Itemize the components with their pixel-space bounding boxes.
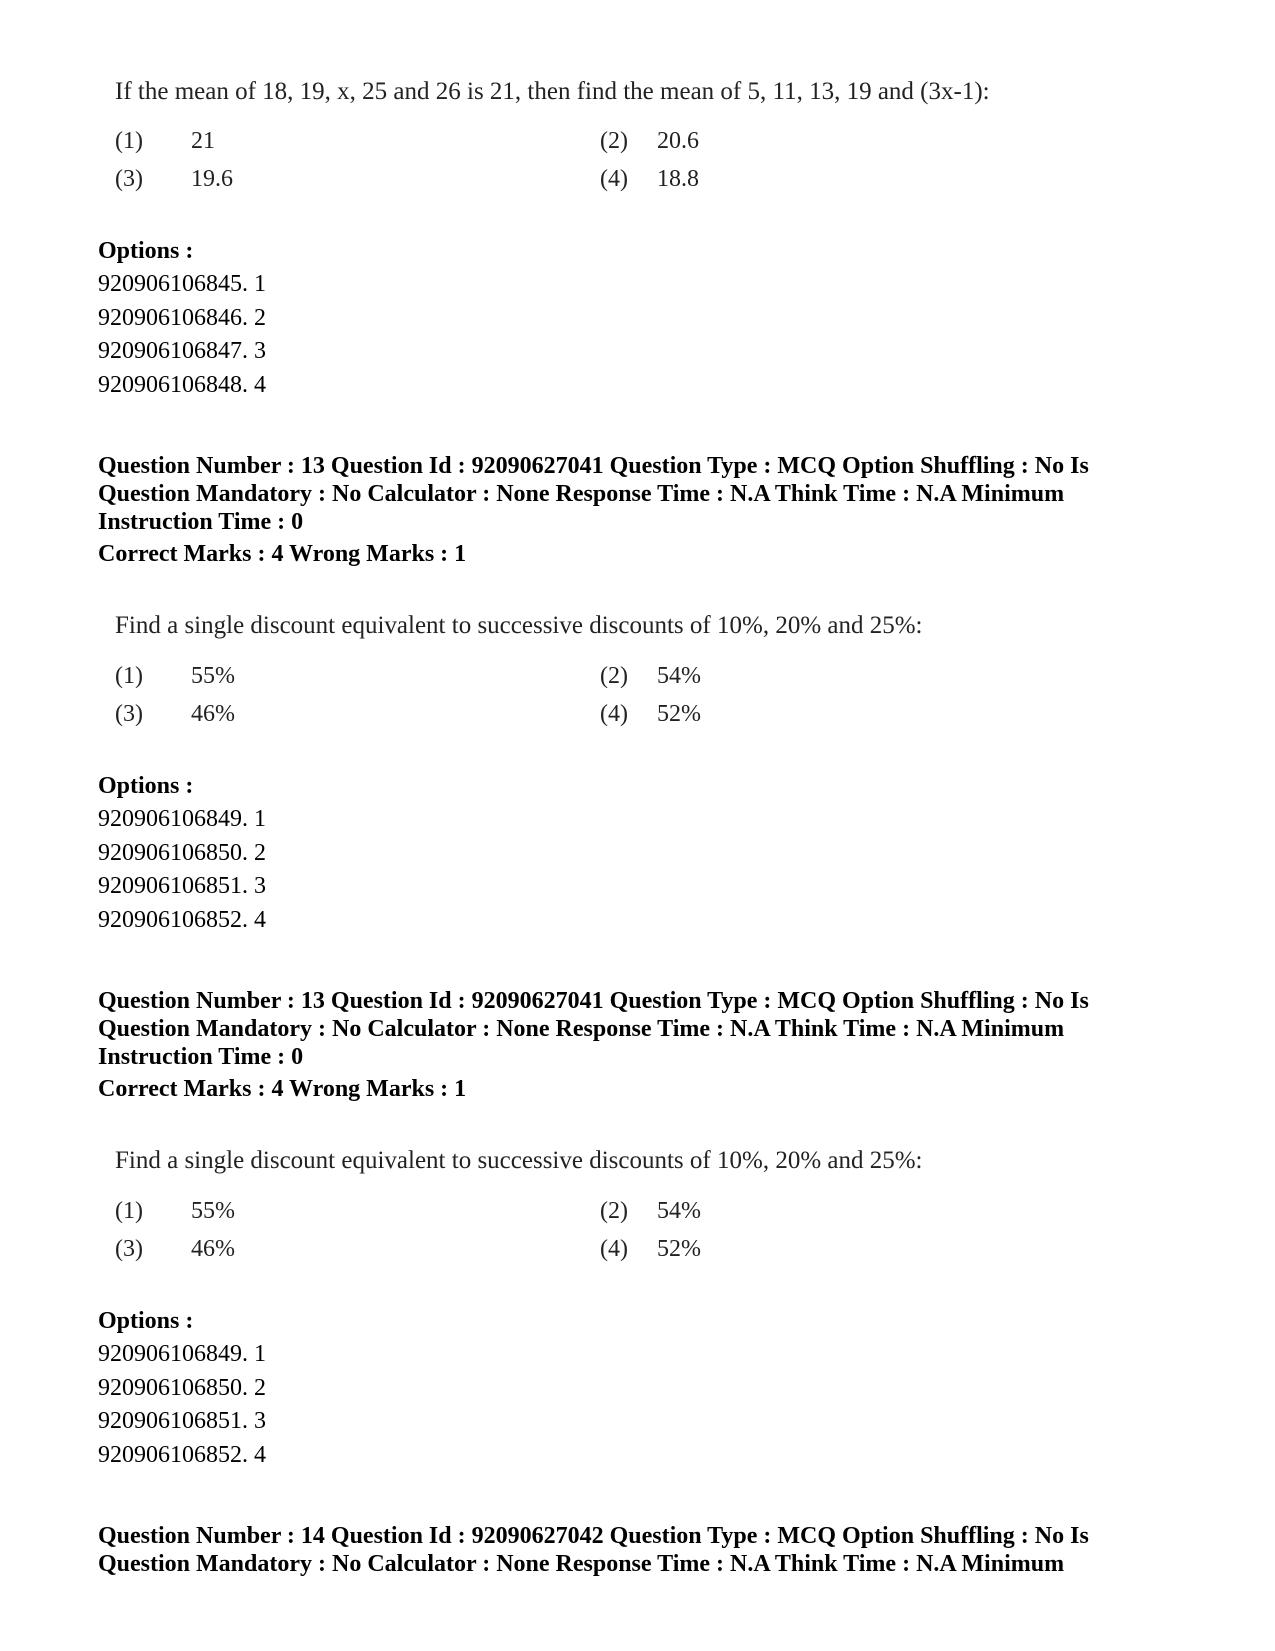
choice-value: 54% xyxy=(657,1198,701,1224)
choice-value: 54% xyxy=(657,663,701,689)
choice-number: (3) xyxy=(115,166,143,192)
meta-line: Instruction Time : 0 xyxy=(98,509,304,535)
choice-number: (1) xyxy=(115,663,143,689)
choice-number: (2) xyxy=(600,1198,628,1224)
question-meta xyxy=(98,452,1198,536)
choice-number: (4) xyxy=(600,701,628,727)
choice-value: 55% xyxy=(191,663,235,689)
choice-value: 18.8 xyxy=(657,166,699,192)
meta-line: Question Mandatory : No Calculator : None Response Time : N.A Think Time : N.A Minimum xyxy=(98,481,1065,507)
q12-choice-4 xyxy=(600,166,699,193)
choice-number: (2) xyxy=(600,128,628,154)
q12-choice-3 xyxy=(115,166,233,193)
q13a-choice-1 xyxy=(115,663,235,690)
question-12-text: If the mean of 18, 19, x, 25 and 26 is 21, then find the mean of 5, 11, 13, 19 and (3x-1): xyxy=(115,78,990,105)
question-13-text: Find a single discount equivalent to successive discounts of 10%, 20% and 25%: xyxy=(115,1147,923,1174)
question-marks: Correct Marks : 4 Wrong Marks : 1 xyxy=(98,541,467,567)
option-id-line: 920906106852. 4 xyxy=(98,907,266,933)
option-id-line: 920906106848. 4 xyxy=(98,372,266,398)
question-marks: Correct Marks : 4 Wrong Marks : 1 xyxy=(98,1076,467,1102)
meta-line: Question Mandatory : No Calculator : None Response Time : N.A Think Time : N.A Minimum xyxy=(98,1016,1065,1042)
choice-number: (4) xyxy=(600,1236,628,1262)
question-meta xyxy=(98,987,1198,1071)
choice-number: (2) xyxy=(600,663,628,689)
choice-number: (3) xyxy=(115,701,143,727)
choice-value: 55% xyxy=(191,1198,235,1224)
option-id-line: 920906106847. 3 xyxy=(98,338,266,364)
choice-value: 20.6 xyxy=(657,128,699,154)
q13b-choice-3 xyxy=(115,1236,235,1263)
q13b-choice-2 xyxy=(600,1198,701,1225)
choice-number: (1) xyxy=(115,1198,143,1224)
option-id-line: 920906106845. 1 xyxy=(98,271,266,297)
q12-choice-2 xyxy=(600,128,699,155)
meta-line: Instruction Time : 0 xyxy=(98,1044,304,1070)
choice-number: (3) xyxy=(115,1236,143,1262)
option-id-line: 920906106851. 3 xyxy=(98,1408,266,1434)
option-id-line: 920906106851. 3 xyxy=(98,873,266,899)
q13b-choice-4 xyxy=(600,1236,701,1263)
option-id-line: 920906106850. 2 xyxy=(98,1375,266,1401)
q13a-choice-4 xyxy=(600,701,701,728)
meta-line: Question Number : 13 Question Id : 92090627041 Question Type : MCQ Option Shuffling : No Is xyxy=(98,453,1089,479)
meta-line: Question Number : 14 Question Id : 92090627042 Question Type : MCQ Option Shuffling : No Is xyxy=(98,1523,1089,1549)
choice-value: 46% xyxy=(191,1236,235,1262)
option-id-line: 920906106850. 2 xyxy=(98,840,266,866)
options-label: Options : xyxy=(98,1308,194,1334)
q13a-choice-3 xyxy=(115,701,235,728)
question-13-text: Find a single discount equivalent to successive discounts of 10%, 20% and 25%: xyxy=(115,612,923,639)
choice-value: 52% xyxy=(657,1236,701,1262)
choice-value: 19.6 xyxy=(191,166,233,192)
options-label: Options : xyxy=(98,773,194,799)
choice-number: (1) xyxy=(115,128,143,154)
choice-value: 46% xyxy=(191,701,235,727)
meta-line: Question Number : 13 Question Id : 92090627041 Question Type : MCQ Option Shuffling : No Is xyxy=(98,988,1089,1014)
question-meta xyxy=(98,1522,1198,1578)
q13a-choice-2 xyxy=(600,663,701,690)
q12-choice-1 xyxy=(115,128,215,155)
choice-value: 52% xyxy=(657,701,701,727)
q13b-choice-1 xyxy=(115,1198,235,1225)
choice-value: 21 xyxy=(191,128,215,154)
option-id-line: 920906106849. 1 xyxy=(98,806,266,832)
choice-number: (4) xyxy=(600,166,628,192)
option-id-line: 920906106852. 4 xyxy=(98,1442,266,1468)
option-id-line: 920906106846. 2 xyxy=(98,305,266,331)
option-id-line: 920906106849. 1 xyxy=(98,1341,266,1367)
options-label: Options : xyxy=(98,238,194,264)
meta-line: Question Mandatory : No Calculator : None Response Time : N.A Think Time : N.A Minimum xyxy=(98,1551,1065,1577)
